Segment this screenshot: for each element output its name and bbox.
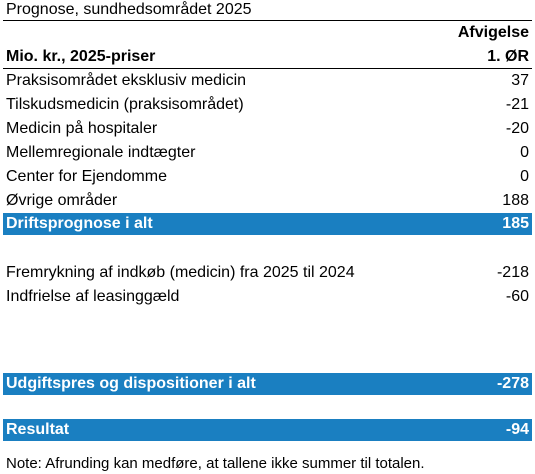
header-value-line2: 1. ØR — [487, 47, 529, 65]
row-label: Praksisområdet eksklusiv medicin — [6, 72, 247, 89]
header-value-line1: Afvigelse — [457, 24, 529, 41]
total-drift-label: Driftsprognose i alt — [6, 215, 153, 232]
table-row — [3, 189, 532, 213]
forecast-table — [3, 20, 532, 441]
row-label: Mellemregionale indtægter — [6, 144, 196, 161]
row-value: -20 — [505, 120, 529, 137]
table-caption: Prognose, sundhedsområdet 2025 — [6, 1, 252, 18]
row-label: Center for Ejendomme — [6, 168, 167, 185]
row-label: Medicin på hospitaler — [6, 120, 158, 137]
row-label: Tilskudsmedicin (praksisområdet) — [6, 96, 244, 113]
row-value: -21 — [505, 96, 529, 113]
table-row — [3, 285, 532, 309]
spacer — [3, 235, 532, 261]
header-label: Mio. kr., 2025-priser — [6, 47, 156, 65]
table-row — [3, 261, 532, 285]
row-value: 37 — [511, 72, 529, 89]
row-label: Indfrielse af leasinggæld — [6, 288, 180, 305]
row-value: -218 — [496, 264, 529, 281]
spacer — [3, 309, 532, 373]
table-row — [3, 69, 532, 93]
header-row-1 — [3, 21, 532, 45]
table-row — [3, 141, 532, 165]
table-row — [3, 117, 532, 141]
header-row-2 — [3, 45, 532, 69]
total-row-udgift — [3, 373, 532, 395]
table-row — [3, 93, 532, 117]
footnote: Note: Afrunding kan medføre, at tallene ikke summer til totalen. — [6, 455, 425, 472]
resultat-row — [3, 419, 532, 441]
total-row-drift — [3, 213, 532, 235]
row-label: Fremrykning af indkøb (medicin) fra 2025 til 2024 — [6, 264, 355, 281]
row-value: 188 — [502, 192, 529, 209]
total-drift-value: 185 — [502, 215, 529, 232]
total-udgift-label: Udgiftspres og dispositioner i alt — [6, 375, 256, 392]
row-value: 0 — [520, 144, 529, 161]
row-value: -60 — [505, 288, 529, 305]
spacer — [3, 395, 532, 419]
total-udgift-value: -278 — [496, 375, 529, 392]
table-row — [3, 165, 532, 189]
row-value: 0 — [520, 168, 529, 185]
row-label: Øvrige områder — [6, 192, 118, 209]
resultat-value: -94 — [505, 421, 529, 438]
resultat-label: Resultat — [6, 421, 70, 438]
